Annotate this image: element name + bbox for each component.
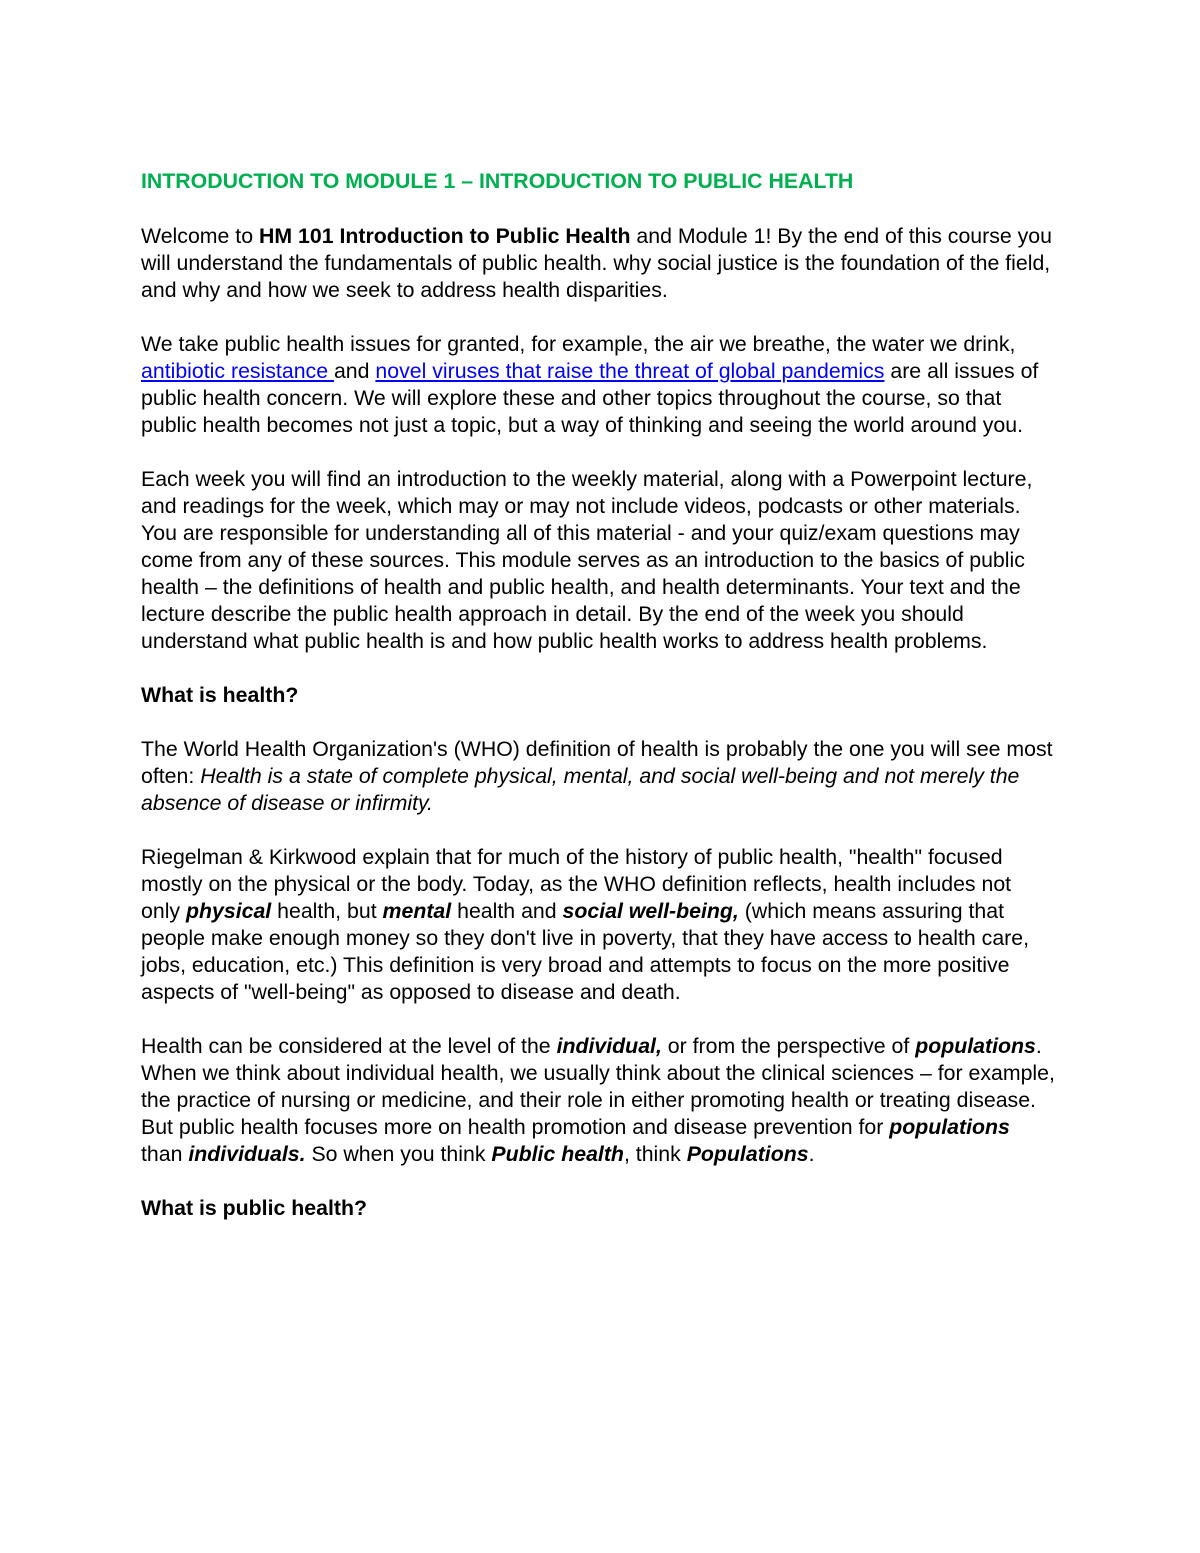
text-run: and [333, 359, 376, 383]
emphasis-social-well-being: social well-being, [562, 899, 739, 923]
heading-what-is-health: What is health? [141, 683, 299, 707]
text-run: , think [623, 1142, 687, 1166]
text-run: are all issues of public health concern. We will explore these and other topics throughout the course, so that public health becomes not just a topic, but a way of thinking and seeing the world around you. [141, 359, 1039, 437]
text-run: or from the perspective of [661, 1034, 916, 1058]
text-run: . When we think about individual health, we usually think about the clinical sciences – for example, the practice of nursing or medicine, and their role in either promoting health or treating disease. But public health focuses more on health promotion and disease prevention for [141, 1034, 1055, 1139]
emphasis-public-health: Public health [491, 1142, 624, 1166]
text-run: Welcome to [141, 224, 259, 248]
link-novel-viruses[interactable]: novel viruses that raise the threat of global pandemics [375, 359, 885, 383]
document-body [141, 168, 1056, 1249]
text-run: Health can be considered at the level of the [141, 1034, 557, 1058]
paragraph-welcome [141, 223, 1056, 304]
emphasis-physical: physical [186, 899, 272, 923]
text-run: health, but [271, 899, 383, 923]
paragraph-riegelman-kirkwood [141, 844, 1056, 1006]
text-run: . [808, 1142, 815, 1166]
emphasis-populations: Populations [686, 1142, 809, 1166]
paragraph-weekly-material: Each week you will find an introduction to the weekly material, along with a Powerpoint lecture, and readings for the week, which may or may not include videos, podcasts or other materials. You are responsible for understanding all of this material - and your quiz/exam questions may come from any of these sources. This module serves as an introduction to the basics of public health – the definitions of health and public health, and health determinants. Your text and the lecture describe the public health approach in detail. By the end of the week you should understand what public health is and how public health works to address health problems. [141, 467, 1033, 653]
paragraph-individual-populations [141, 1033, 1056, 1168]
emphasis-individuals: individuals. [188, 1142, 306, 1166]
emphasis-populations: populations [915, 1034, 1036, 1058]
emphasis-individual: individual, [556, 1034, 662, 1058]
text-run: and Module 1! By the end of this course you will understand the fundamentals of public health. why social justice is the foundation of the field, and why and how we seek to address health disparities. [141, 224, 1052, 302]
text-run: We take public health issues for granted, for example, the air we breathe, the water we drink, [141, 332, 1016, 356]
text-run: health and [451, 899, 563, 923]
paragraph-who-definition [141, 736, 1056, 817]
emphasis-mental: mental [382, 899, 452, 923]
text-run: So when you think [305, 1142, 492, 1166]
text-run: The World Health Organization's (WHO) definition of health is probably the one you will see most often: [141, 737, 1053, 788]
document-title: INTRODUCTION TO MODULE 1 – INTRODUCTION TO PUBLIC HEALTH [141, 169, 854, 193]
text-run: Riegelman & Kirkwood explain that for much of the history of public health, "health" focused mostly on the physical or the body. Today, as the WHO definition reflects, health includes not only [141, 845, 1012, 923]
emphasis-populations: populations [889, 1115, 1010, 1139]
who-definition-quote: Health is a state of complete physical, mental, and social well-being and not merely the absence of disease or infirmity. [141, 764, 1020, 815]
link-antibiotic-resistance[interactable]: antibiotic resistance [141, 359, 334, 383]
text-run: than [141, 1142, 189, 1166]
text-run: (which means assuring that people make enough money so they don't live in poverty, that they have access to health care, jobs, education, etc.) This definition is very broad and attempts to focus on the more positive aspects of "well-being" as opposed to disease and death. [141, 899, 1030, 1004]
course-name: HM 101 Introduction to Public Health [258, 224, 631, 248]
heading-what-is-public-health: What is public health? [141, 1196, 367, 1220]
paragraph-public-health-issues [141, 331, 1056, 439]
